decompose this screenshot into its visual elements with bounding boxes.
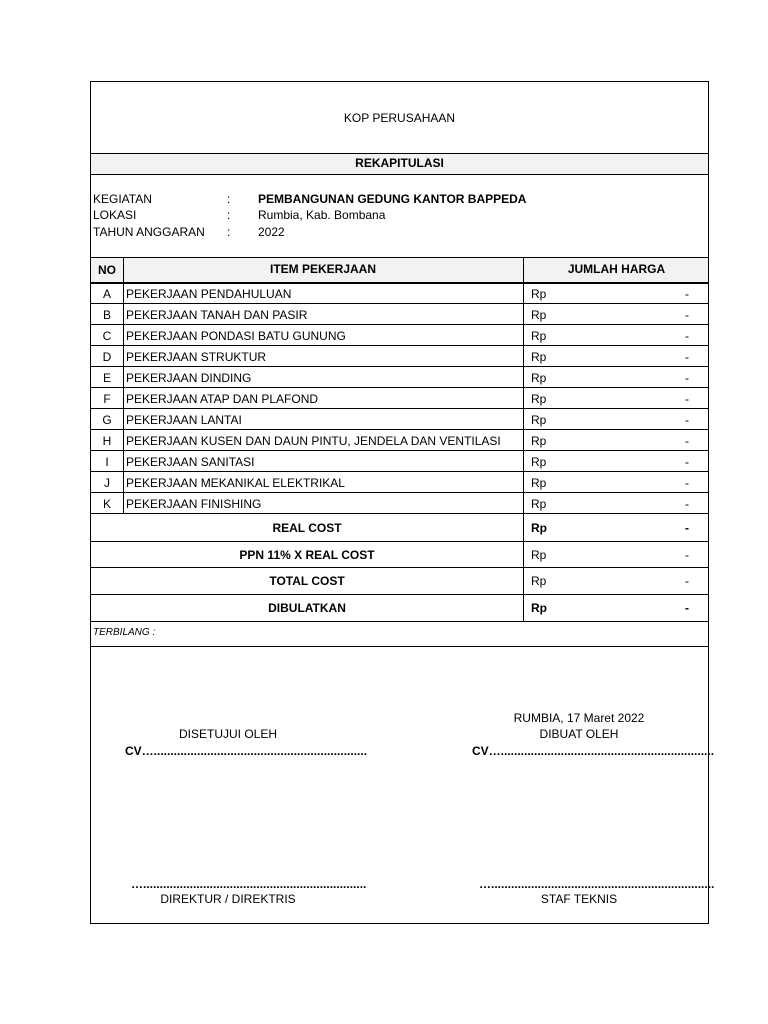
row-no: E	[102, 371, 111, 385]
row-currency: Rp	[531, 308, 547, 322]
colon: :	[227, 225, 231, 239]
row-divider	[91, 324, 708, 325]
row-divider	[91, 366, 708, 367]
row-currency: Rp	[531, 476, 547, 490]
total-currency: Rp	[531, 548, 547, 562]
divider	[91, 282, 708, 284]
left-company: CV…................................................................	[125, 744, 368, 758]
row-item: PEKERJAAN STRUKTUR	[126, 350, 267, 364]
row-divider	[91, 345, 708, 346]
colon: :	[227, 208, 231, 222]
row-item: PEKERJAAN FINISHING	[126, 497, 262, 511]
right-signer-name: …...................................................................	[479, 877, 715, 891]
row-currency: Rp	[531, 371, 547, 385]
row-amount: -	[685, 392, 689, 406]
right-signer-title: DIBUAT OLEH	[539, 727, 619, 741]
row-currency: Rp	[531, 455, 547, 469]
row-divider	[91, 303, 708, 304]
divider	[91, 153, 708, 154]
left-signer-name: …...................................................................	[131, 877, 367, 891]
row-amount: -	[685, 371, 689, 385]
divider	[91, 257, 708, 258]
total-label: REAL COST	[272, 521, 342, 535]
row-currency: Rp	[531, 392, 547, 406]
row-divider	[91, 429, 708, 430]
row-item: PEKERJAAN KUSEN DAN DAUN PINTU, JENDELA DAN VENTILASI	[126, 434, 501, 448]
kegiatan-label: KEGIATAN	[93, 192, 152, 206]
row-amount: -	[685, 329, 689, 343]
kop-perusahaan: KOP PERUSAHAAN	[343, 111, 456, 125]
row-item: PEKERJAAN PENDAHULUAN	[126, 287, 292, 301]
row-currency: Rp	[531, 497, 547, 511]
total-label: DIBULATKAN	[268, 601, 346, 615]
row-divider	[91, 408, 708, 409]
lokasi-label: LOKASI	[93, 208, 137, 222]
terbilang-label: TERBILANG :	[93, 627, 156, 638]
row-no: J	[104, 476, 110, 490]
col-header-item: ITEM PEKERJAAN	[269, 262, 376, 276]
row-divider	[91, 594, 708, 595]
total-amount: -	[685, 521, 689, 535]
row-amount: -	[685, 434, 689, 448]
left-signer-title: DISETUJUI OLEH	[178, 727, 277, 741]
row-no: C	[102, 329, 112, 343]
row-amount: -	[685, 287, 689, 301]
row-divider	[91, 541, 708, 542]
col-header-no: NO	[98, 263, 116, 277]
row-no: D	[102, 350, 112, 364]
row-item: PEKERJAAN ATAP DAN PLAFOND	[126, 392, 319, 406]
row-divider	[91, 471, 708, 472]
row-item: PEKERJAAN PONDASI BATU GUNUNG	[126, 329, 346, 343]
row-no: A	[102, 287, 111, 301]
row-currency: Rp	[531, 434, 547, 448]
right-company: CV…................................................................	[472, 744, 715, 758]
total-label: PPN 11% X REAL COST	[239, 548, 375, 562]
row-divider	[91, 513, 708, 514]
place-date: RUMBIA, 17 Maret 2022	[513, 711, 645, 725]
tahun-label: TAHUN ANGGARAN	[93, 225, 205, 239]
total-currency: Rp	[531, 601, 547, 615]
divider	[91, 646, 708, 647]
row-amount: -	[685, 413, 689, 427]
row-no: I	[105, 455, 109, 469]
document-sheet	[90, 81, 715, 924]
divider	[91, 621, 708, 622]
row-divider	[91, 492, 708, 493]
row-divider	[91, 567, 708, 568]
kegiatan-value: PEMBANGUNAN GEDUNG KANTOR BAPPEDA	[258, 192, 527, 206]
lokasi-value: Rumbia, Kab. Bombana	[258, 208, 386, 222]
col-header-harga: JUMLAH HARGA	[567, 262, 666, 276]
left-signer-role: DIREKTUR / DIREKTRIS	[160, 892, 296, 906]
total-currency: Rp	[531, 521, 547, 535]
divider	[91, 174, 708, 175]
row-no: K	[102, 497, 111, 511]
total-amount: -	[685, 601, 689, 615]
document-title: REKAPITULASI	[355, 156, 444, 170]
total-label: TOTAL COST	[269, 574, 345, 588]
row-no: F	[103, 392, 111, 406]
row-no: H	[102, 434, 112, 448]
row-amount: -	[685, 455, 689, 469]
row-amount: -	[685, 497, 689, 511]
row-item: PEKERJAAN MEKANIKAL ELEKTRIKAL	[126, 476, 345, 490]
colon: :	[227, 192, 231, 206]
col-divider	[123, 257, 124, 513]
row-item: PEKERJAAN DINDING	[126, 371, 252, 385]
row-currency: Rp	[531, 329, 547, 343]
row-currency: Rp	[531, 287, 547, 301]
total-amount: -	[685, 548, 689, 562]
row-currency: Rp	[531, 350, 547, 364]
row-item: PEKERJAAN SANITASI	[126, 455, 255, 469]
row-amount: -	[685, 476, 689, 490]
row-no: G	[102, 413, 112, 427]
row-currency: Rp	[531, 413, 547, 427]
tahun-value: 2022	[258, 225, 285, 239]
total-amount: -	[685, 574, 689, 588]
total-currency: Rp	[531, 574, 547, 588]
row-divider	[91, 387, 708, 388]
right-signer-role: STAF TEKNIS	[540, 892, 618, 906]
row-item: PEKERJAAN LANTAI	[126, 413, 242, 427]
row-no: B	[102, 308, 111, 322]
row-item: PEKERJAAN TANAH DAN PASIR	[126, 308, 308, 322]
row-divider	[91, 450, 708, 451]
row-amount: -	[685, 350, 689, 364]
row-amount: -	[685, 308, 689, 322]
